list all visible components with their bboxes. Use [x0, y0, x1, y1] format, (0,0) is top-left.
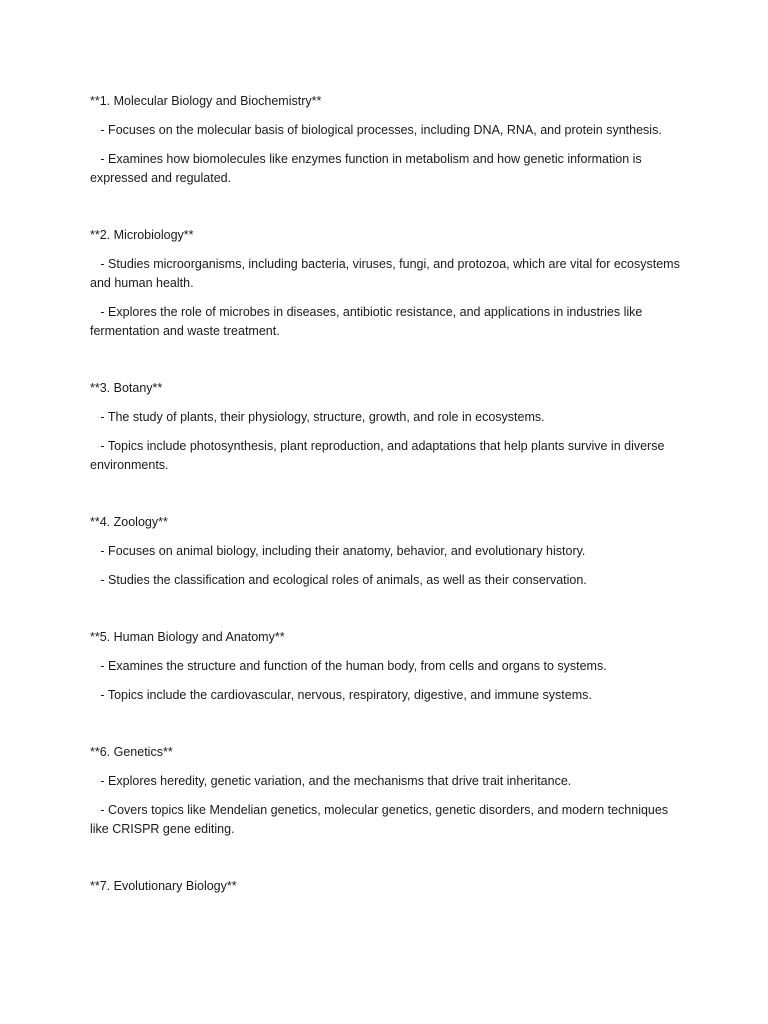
document-page	[90, 92, 690, 896]
section-title: **3. Botany**	[90, 381, 163, 395]
section-microbiology	[90, 226, 690, 341]
section-evolutionary-biology	[90, 877, 690, 896]
section-title: **6. Genetics**	[90, 745, 173, 759]
section-bullet: - Focuses on the molecular basis of biological processes, including DNA, RNA, and protein synthesis.	[90, 123, 662, 137]
section-bullet: - Focuses on animal biology, including their anatomy, behavior, and evolutionary history.	[90, 544, 586, 558]
section-bullet: - Examines the structure and function of the human body, from cells and organs to systems.	[90, 659, 607, 673]
section-bullet: - Explores the role of microbes in diseases, antibiotic resistance, and applications in industries like fermentation and waste treatment.	[90, 305, 646, 338]
section-title: **4. Zoology**	[90, 515, 168, 529]
section-zoology	[90, 513, 690, 590]
section-bullet: - Studies microorganisms, including bacteria, viruses, fungi, and protozoa, which are vital for ecosystems and human health.	[90, 257, 684, 290]
section-bullet: - Covers topics like Mendelian genetics, molecular genetics, genetic disorders, and modern techniques like CRISPR gene editing.	[90, 803, 672, 836]
section-title: **2. Microbiology**	[90, 228, 194, 242]
section-title: **5. Human Biology and Anatomy**	[90, 630, 285, 644]
section-bullet: - Examines how biomolecules like enzymes function in metabolism and how genetic information is expressed and regulated.	[90, 152, 646, 185]
section-genetics	[90, 743, 690, 839]
section-bullet: - Topics include the cardiovascular, nervous, respiratory, digestive, and immune systems.	[90, 688, 592, 702]
section-human-biology	[90, 628, 690, 705]
section-bullet: - Studies the classification and ecological roles of animals, as well as their conservation.	[90, 573, 587, 587]
section-title: **1. Molecular Biology and Biochemistry**	[90, 94, 322, 108]
section-bullet: - Explores heredity, genetic variation, and the mechanisms that drive trait inheritance.	[90, 774, 572, 788]
section-botany	[90, 379, 690, 475]
section-molecular-biology	[90, 92, 690, 188]
section-bullet: - Topics include photosynthesis, plant reproduction, and adaptations that help plants survive in diverse environments.	[90, 439, 668, 472]
section-title: **7. Evolutionary Biology**	[90, 879, 237, 893]
section-bullet: - The study of plants, their physiology, structure, growth, and role in ecosystems.	[90, 410, 545, 424]
